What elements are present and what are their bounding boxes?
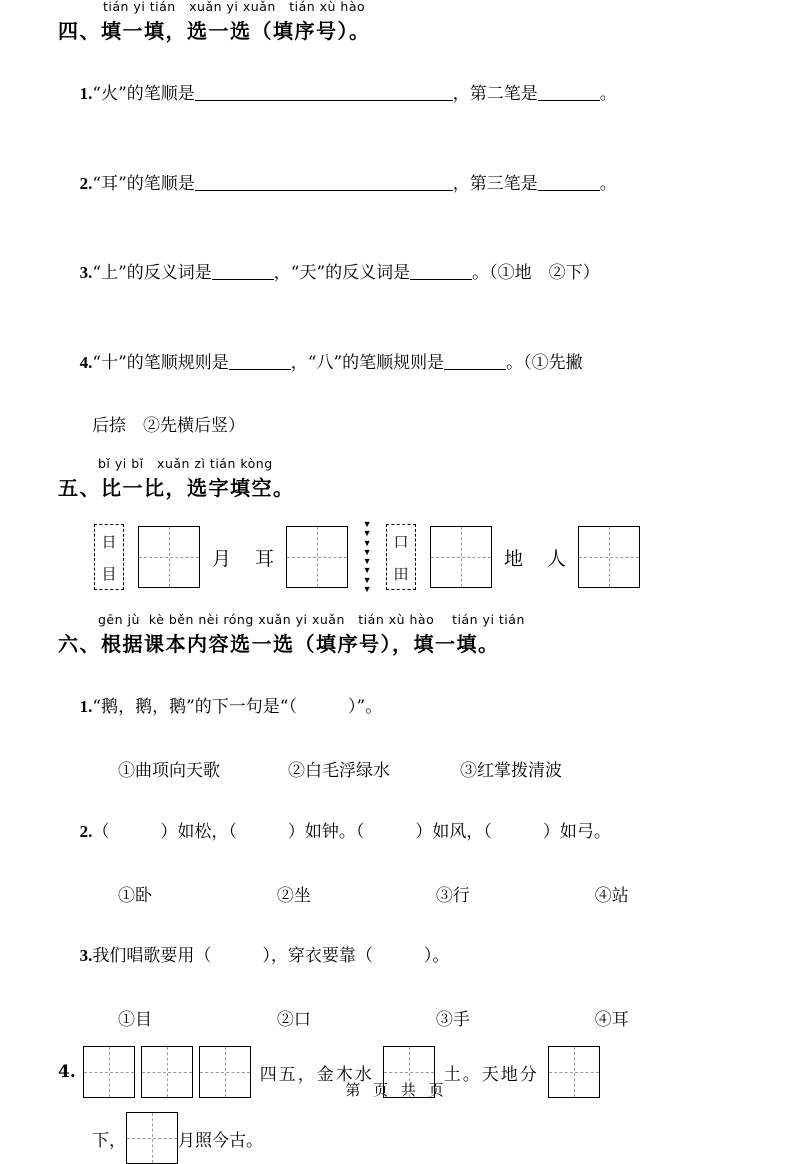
answer-blank-short[interactable] <box>444 369 506 370</box>
question-text: “火”的笔顺是 <box>92 84 195 105</box>
question-number: 3. <box>79 946 93 966</box>
question-text-a: 四五，金木水 <box>259 1064 374 1085</box>
option-item[interactable]: ②口 <box>276 1010 311 1031</box>
char-er: 耳 <box>255 547 275 570</box>
section-title-4: 四、填一填，选一选（填序号）。 <box>58 18 371 43</box>
question-text-end: 。（①先撇 <box>506 352 583 373</box>
options-6-3 <box>58 1005 735 1030</box>
tianzige-box-4[interactable] <box>578 526 640 588</box>
question-text-c: 下， <box>92 1130 126 1151</box>
section-title-5: 五、比一比，选字填空。 <box>58 476 295 500</box>
answer-blank-short[interactable] <box>229 369 291 370</box>
question-text-end: 。 <box>599 84 617 105</box>
option-item[interactable]: ③红掌拨清波 <box>460 761 562 782</box>
answer-blank-short[interactable] <box>410 279 472 280</box>
question-number: 2. <box>79 173 93 193</box>
choice-box-ri-mu[interactable] <box>94 524 124 590</box>
question-6-2 <box>58 793 735 871</box>
answer-blank-long[interactable] <box>195 100 453 101</box>
question-text-mid: ，第二笔是 <box>452 84 538 105</box>
section-5-exercise-row <box>58 515 735 599</box>
question-text-d: 月照今古。 <box>178 1130 263 1151</box>
tianzige-box-1[interactable] <box>138 526 200 588</box>
answer-blank-short[interactable] <box>538 100 600 101</box>
question-text: 我们唱歌要用（ ），穿衣要靠（ ）。 <box>92 946 450 967</box>
choice-option-top: 日 <box>101 532 117 551</box>
question-text-b: 土。天地分 <box>443 1064 539 1085</box>
question-number: 2. <box>79 821 93 841</box>
choice-option-bottom: 田 <box>393 564 409 583</box>
pinyin-line-section-6: gēn jù kè běn nèi róng xuǎn yi xuǎn tián xù hào tián yi tián <box>98 612 525 627</box>
option-item[interactable]: ①目 <box>118 1010 152 1031</box>
answer-blank-short[interactable] <box>538 190 600 191</box>
pinyin-line-section-4: tián yi tián xuǎn yi xuǎn tián xù hào <box>103 0 366 14</box>
page-footer: 第 页 共 页 <box>345 1081 448 1099</box>
char-di: 地 <box>504 547 524 570</box>
option-item[interactable]: ①卧 <box>118 885 152 906</box>
choice-box-kou-tian[interactable] <box>386 524 416 590</box>
tianzige-box-2[interactable] <box>286 526 348 588</box>
question-4-1 <box>58 56 735 134</box>
question-4-4 <box>58 324 735 402</box>
answer-blank-long[interactable] <box>195 190 453 191</box>
tianzige-box-10[interactable] <box>126 1112 178 1164</box>
question-6-3 <box>58 918 735 996</box>
vertical-dotted-divider: ▼ ▼ ▼ ▼ ▼ ▼ ▼ ▼ <box>362 519 372 594</box>
option-item[interactable]: ③行 <box>435 885 470 906</box>
question-text-end: 。 <box>599 173 617 194</box>
question-text: “上”的反义词是 <box>92 263 212 284</box>
question-4-2 <box>58 145 735 223</box>
options-6-2 <box>58 881 735 906</box>
question-text: “鹅，鹅，鹅”的下一句是“（ ）”。 <box>92 697 383 718</box>
question-text: “耳”的笔顺是 <box>92 173 195 194</box>
question-text: （ ）如松，（ ）如钟。（ ）如风，（ ）如弓。 <box>92 821 611 842</box>
question-text: “十”的笔顺规则是 <box>92 352 229 373</box>
question-4-4-continued: 后捺 ②先横后竖） <box>92 415 245 436</box>
question-number: 3. <box>79 263 93 283</box>
question-number: 1. <box>79 84 93 104</box>
pinyin-line-section-5: bǐ yi bǐ xuǎn zì tián kòng <box>98 456 273 472</box>
answer-blank-short[interactable] <box>212 279 274 280</box>
question-6-4-continued <box>58 1112 735 1164</box>
section-title-6: 六、根据课本内容选一选（填序号），填一填。 <box>58 631 500 656</box>
char-ren: 人 <box>547 547 567 570</box>
tianzige-box-3[interactable] <box>430 526 492 588</box>
char-yue: 月 <box>212 547 232 570</box>
question-6-1 <box>58 669 735 747</box>
question-text-mid: ，“八”的笔顺规则是 <box>290 352 445 373</box>
option-item[interactable]: ②坐 <box>276 885 311 906</box>
option-item[interactable]: ①曲项向天歌 <box>118 761 220 782</box>
options-6-1 <box>58 756 735 781</box>
question-4-3 <box>58 235 735 313</box>
question-number: 1. <box>79 697 93 717</box>
option-item[interactable]: ④耳 <box>594 1010 629 1031</box>
option-item[interactable]: ③手 <box>435 1010 470 1031</box>
option-item[interactable]: ②白毛浮绿水 <box>288 761 390 782</box>
question-number: 4. <box>79 352 93 372</box>
question-text-mid: ，“天”的反义词是 <box>273 263 411 284</box>
choice-option-top: 口 <box>393 532 409 551</box>
question-number: 4. <box>58 1062 76 1083</box>
option-item[interactable]: ④站 <box>594 885 629 906</box>
question-text-end: 。（①地 ②下） <box>472 263 600 284</box>
question-text-mid: ，第三笔是 <box>452 173 538 194</box>
choice-option-bottom: 目 <box>101 564 117 583</box>
